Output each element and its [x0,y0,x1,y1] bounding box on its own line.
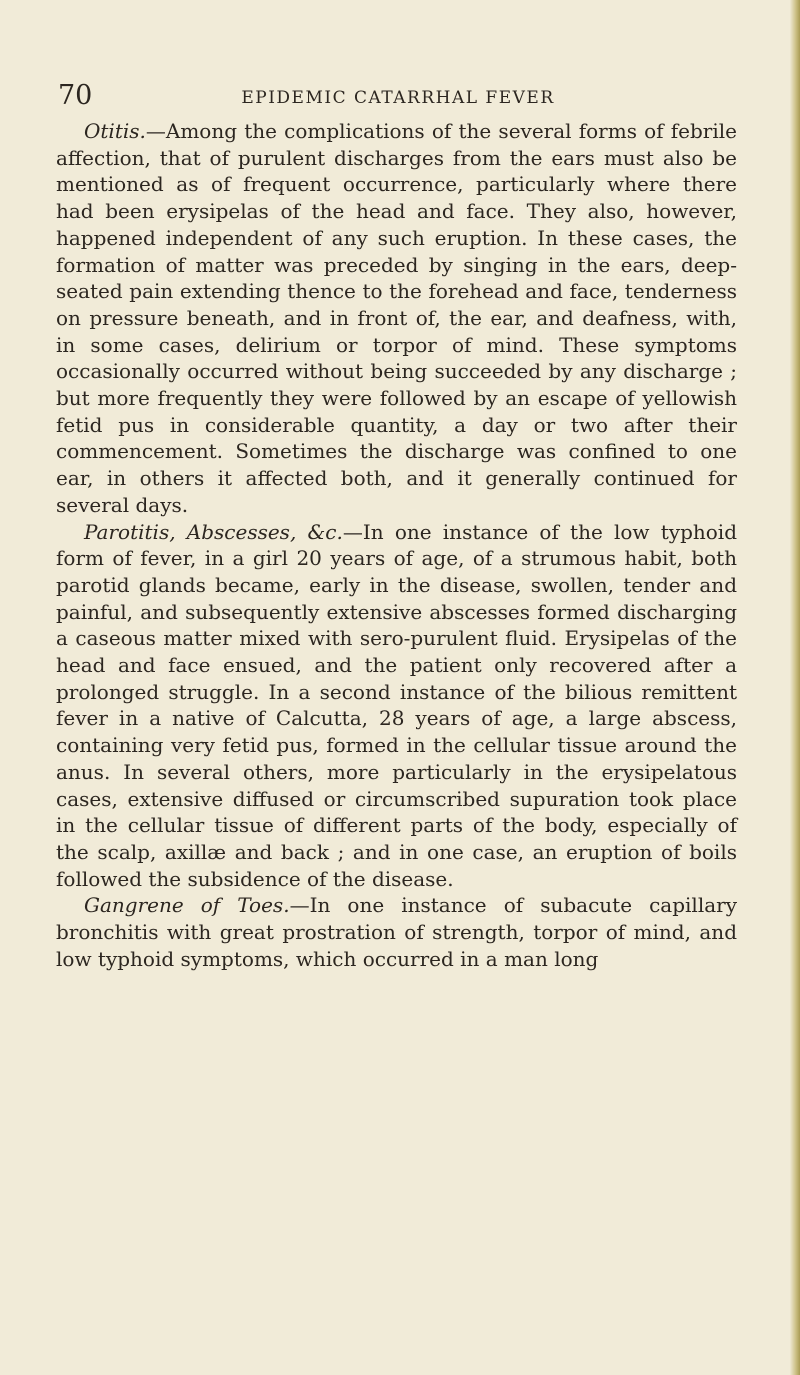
paragraph-otitis [56,118,737,519]
paragraph-text: —Among the complications of the several forms of febrile affection, that of purulent discharges from the ears must also be mentioned as of frequent occurrence, particularly where there had been erysipelas of the head and face. They also, however, happened independent of any such eruption. In these cases, the formation of matter was preceded by singing in the ears, deep-seated pain extending thence to the forehead and face, tenderness on pressure beneath, and in front of, the ear, and deafness, with, in some cases, delirium or torpor of mind. These symptoms occasionally occurred without being succeeded by any discharge ; but more frequently they were followed by an escape of yellowish fetid pus in considerable quantity, a day or two after their commencement. Sometimes the discharge was confined to one ear, in others it affected both, and it generally continued for several days. [56,119,737,517]
running-head: EPIDEMIC CATARRHAL FEVER [241,88,555,108]
body-text [56,118,737,973]
paragraph-parotitis [56,519,737,893]
run-in-heading: Parotitis, Abscesses, &c. [84,519,343,544]
paragraph-gangrene [56,892,737,972]
page-header [58,80,738,112]
run-in-heading: Gangrene of Toes. [84,893,290,918]
page-edge [790,0,800,1375]
paragraph-text: —In one instance of subacute capillary bronchitis with great prostration of strength, torpor of mind, and low typhoid symptoms, which occurred in a man long [56,893,738,971]
run-in-heading: Otitis. [84,119,146,143]
paragraph-text: —In one instance of the low typhoid form of fever, in a girl 20 years of age, of a strumous habit, both parotid glands became, early in the disease, swollen, tender and painful, and subsequently extensive abscesses formed discharging a caseous matter mixed with sero-purulent fluid. Erysipelas of the head and face ensued, and the patient only recovered after a prolonged struggle. In a second instance of the bilious remittent fever in a native of Calcutta, 28 years of age, a large abscess, containing very fetid pus, formed in the cellular tissue around the anus. In several others, more particularly in the erysipelatous cases, extensive diffused or circumscribed supuration took place in the cellular tissue of different parts of the body, especially of the scalp, axillæ and back ; and in one case, an eruption of boils followed the subsidence of the disease. [56,519,737,891]
page-number: 70 [58,80,93,111]
